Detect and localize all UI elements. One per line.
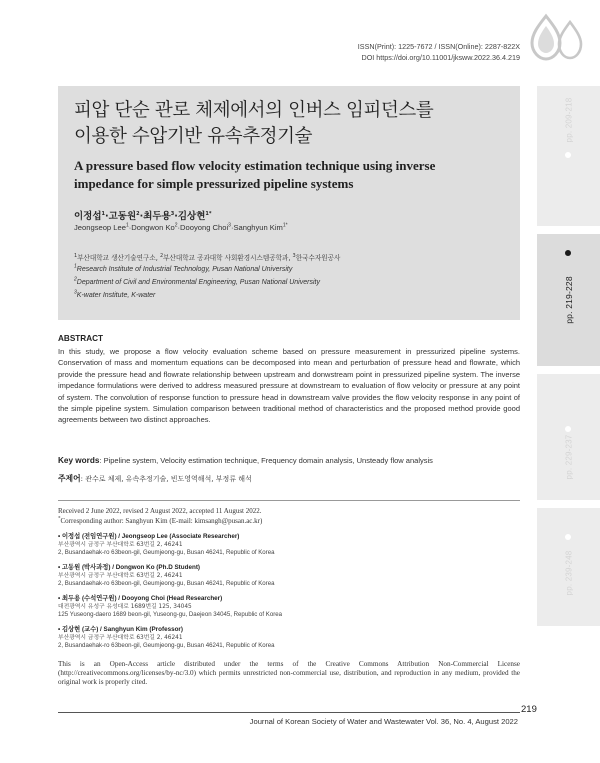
author-entry: [58, 533, 520, 557]
page-number: 219: [521, 704, 537, 715]
tab-label: pp. 209-218: [564, 97, 573, 143]
corresponding-mark: *: [58, 516, 61, 522]
title-english-line-2: impedance for simple pressurized pipeline systems: [74, 176, 354, 191]
corresponding-text: Corresponding author: Sanghyun Kim (E-mail: kimsangh@pusan.ac.kr): [60, 516, 263, 525]
authors-korean: 이정섭$^1$·고동원$^2$·최두용$^3$·김상현$^{1*}$: [74, 210, 212, 222]
affil-en-text: Research Institute of Industrial Technology, Pusan National University: [76, 266, 293, 273]
author-en: Dooyong Choi: [180, 223, 229, 232]
author-entry-en-address: 2, Busandaehak-ro 63beon-gil, Geumjeong-gu, Busan 46241, Republic of Korea: [58, 642, 275, 649]
author-mark: 3: [170, 210, 175, 217]
keywords-ko-label: 주제어: [58, 474, 81, 483]
author-en: Jeongseop Lee: [74, 223, 126, 232]
tab-pp-219-228[interactable]: [537, 234, 600, 366]
title-block: [58, 86, 520, 320]
author-entry-en-address: 125 Yuseong-daero 1689 beon-gil, Yuseong-gu, Daejeon 34045, Republic of Korea: [58, 611, 283, 618]
abstract-text: In this study, we propose a flow velocity evaluation scheme based on pressure measurement in pressurized pipeline systems. Conservation of mass and momentum equations can be decomposed into mean and perturbation of pressure head and flowrate, which provide the pressure head and flowrate relationship between upstream and donwstream point in pressurized pipeline system. The inverse impedance formulations were derived to address measured pressure at downstream to evaluation of flow velocity or pressure at any point of system. The convolution of response function to pressure head in downstream valve provides the flow velocity response in any point of the simple pipeline system. Simulation comparison between traditional method of characteristics and the proposed method provide good agreements between two distinct approaches.: [58, 347, 520, 425]
affil-en-text: Department of Civil and Environmental Engineering, Pusan National University: [76, 279, 320, 286]
tab-dot-icon: [565, 534, 571, 540]
author-entry-head: • 김상현 (교수) / Sanghyun Kim (Professor): [58, 626, 183, 633]
affil-ko-2: 부산대학교 공과대학 사회환경시스템공학과,: [163, 254, 291, 262]
author-entry: [58, 595, 520, 619]
author-ko: 고동원: [108, 211, 137, 222]
tab-pp-239-248[interactable]: [537, 508, 600, 626]
affiliation-en-3: $^3$K-water Institute, K-water: [74, 289, 156, 299]
authors-english: Jeongseop Lee$^1$·Dongwon $Ko^2\cdot Dooyong$ Choi$^3$·Sanghyun Kim$^{1*}$: [74, 222, 288, 232]
author-mark: 1*: [205, 210, 212, 217]
author-ko: 김상현: [177, 211, 206, 222]
section-divider: [58, 500, 520, 501]
tab-dot-icon: [565, 426, 571, 432]
title-korean-line-1: 피압 단순 관로 체제에서의 인버스 임피던스를: [74, 100, 434, 121]
title-korean-line-2: 이용한 수압기반 유속추정기술: [74, 126, 313, 147]
affil-ko-1: 부산대학교 생산기술연구소,: [77, 254, 158, 262]
affiliation-en-1: $^1$Research Institute of Industrial Technology, Pusan National University: [74, 263, 293, 273]
author-entry-head: • 이정섭 (전임연구원) / Jeongseop Lee (Associate Researcher): [58, 533, 240, 540]
author-entry-ko-address: 부산광역시 금정구 부산대학로 63번길 2, 46241: [58, 635, 183, 641]
author-entry-ko-address: 대전광역시 유성구 유성대로 1689번길 125, 34045: [58, 604, 192, 610]
author-entry-en-address: 2, Busandaehak-ro 63beon-gil, Geumjeong-gu, Busan 46241, Republic of Korea: [58, 580, 275, 587]
license-text: This is an Open-Access article distributed under the terms of the Creative Commons Attribution Non-Commercial License (http://creativecommons.org/licenses/by-nc/3.0) which permits unrestricted non-commercial use, distribution, and reproduction in any medium, provided the original work is properly cited.: [58, 660, 520, 687]
tab-dot-icon: [565, 152, 571, 158]
corresponding-author: [58, 517, 520, 527]
author-entry: [58, 626, 520, 650]
author-en: Sanghyun Kim: [233, 223, 283, 232]
author-ko: 이정섭: [74, 211, 102, 222]
tab-label: pp. 239-248: [564, 550, 573, 596]
affiliations-korean: $^1$부산대학교 생산기술연구소, $^2$부산대학교 공과대학 사회환경시스템공학과, $^3$한국수자원공사: [74, 252, 341, 262]
doi-link[interactable]: DOI https://doi.org/10.11001/jksww.2022.36.4.219: [361, 52, 520, 62]
tab-label: pp. 219-228: [563, 276, 574, 324]
affil-ko-3: 한국수자원공사: [295, 254, 341, 262]
journal-drop-logo-icon: [524, 12, 586, 62]
abstract-heading: ABSTRACT: [58, 334, 104, 343]
author-entry-head: • 고동원 (박사과정) / Dongwon Ko (Ph.D Student): [58, 564, 201, 571]
received-block: [58, 507, 520, 526]
author-mark: 3: [228, 222, 231, 229]
affil-en-text: K-water Institute, K-water: [76, 292, 156, 299]
author-entry-ko-address: 부산광역시 금정구 부산대학로 63번길 2, 46241: [58, 573, 183, 579]
author-mark: 1: [125, 222, 129, 229]
keywords-ko-text: : 관수로 체제, 유속추정기술, 빈도영역해석, 부정류 해석: [80, 475, 252, 483]
author-en: Dongwon Ko: [131, 223, 175, 232]
author-entry: [58, 564, 520, 588]
author-entry-ko-address: 부산광역시 금정구 부산대학로 63번길 2, 46241: [58, 542, 183, 548]
title-korean: [74, 98, 514, 150]
keywords-korean: [58, 473, 520, 484]
title-english: [74, 157, 514, 193]
author-mark: 1*: [282, 222, 288, 229]
author-ko: 최두용: [143, 211, 171, 222]
author-mark: 2: [136, 210, 140, 217]
footer-rule: [58, 712, 520, 713]
author-mark: 1: [101, 210, 106, 217]
keywords-text: : Pipeline system, Velocity estimation technique, Frequency domain analysis, Unsteady flow analysis: [99, 456, 433, 465]
author-mark: 2: [174, 222, 178, 229]
journal-citation: Journal of Korean Society of Water and Wastewater Vol. 36, No. 4, August 2022: [249, 717, 518, 726]
keywords-english: [58, 456, 520, 465]
tab-label: pp. 229-237: [564, 434, 573, 480]
page-range-tabs: [537, 86, 600, 626]
title-english-line-1: A pressure based flow velocity estimation technique using inverse: [74, 158, 436, 173]
issn-text: ISSN(Print): 1225-7672 / ISSN(Online): 2287-822X: [357, 42, 520, 51]
issn-doi-block: [330, 42, 520, 63]
received-dates: Received 2 June 2022, revised 2 August 2022, accepted 11 August 2022.: [58, 507, 262, 515]
author-entry-head: • 최두용 (수석연구원) / Dooyong Choi (Head Researcher): [58, 595, 223, 602]
author-entry-en-address: 2, Busandaehak-ro 63beon-gil, Geumjeong-gu, Busan 46241, Republic of Korea: [58, 549, 275, 556]
tab-pp-209-218[interactable]: [537, 86, 600, 226]
affiliation-en-2: $^2$Department of Civil and Environmental Engineering, Pusan National University: [74, 276, 320, 286]
tab-dot-icon: [565, 250, 571, 256]
tab-pp-229-237[interactable]: [537, 374, 600, 500]
keywords-label: Key words: [58, 456, 100, 465]
